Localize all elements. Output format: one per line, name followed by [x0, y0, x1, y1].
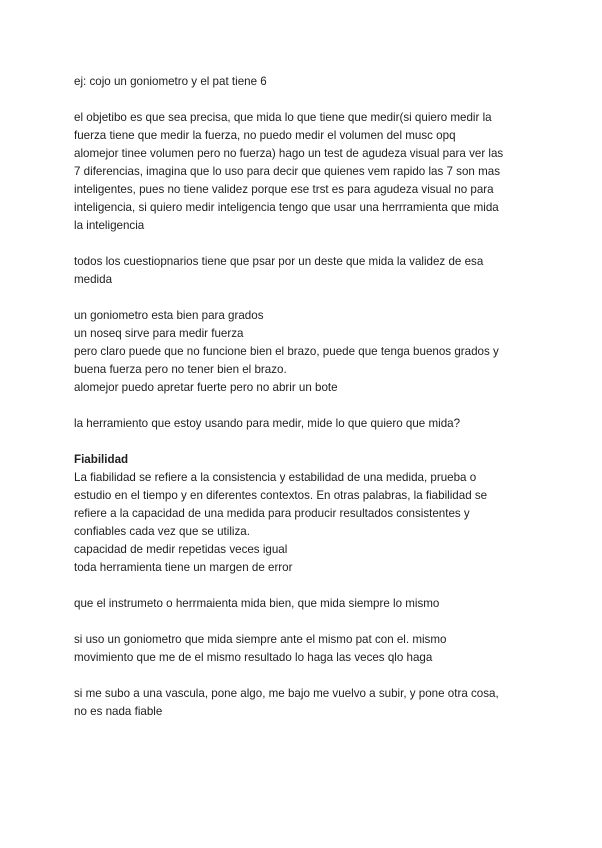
- paragraph-questionnaires: [74, 253, 544, 289]
- text-line: estudio en el tiempo y en diferentes contextos. En otras palabras, la fiabilidad se: [74, 489, 488, 502]
- section-heading: Fiabilidad: [74, 453, 129, 466]
- text-line: buena fuerza pero no tener bien el brazo.: [74, 363, 287, 376]
- paragraph-goniometer-repeat: [74, 631, 544, 667]
- text-line: toda herramienta tiene un margen de error: [74, 561, 293, 574]
- text-line: capacidad de medir repetidas veces igual: [74, 543, 288, 556]
- paragraph-question: [74, 415, 544, 433]
- text-line: inteligencia, si quiero medir inteligencia tengo que usar una herrramienta que mida: [74, 201, 499, 214]
- text-line: inteligentes, pues no tiene validez porque ese trst es para agudeza visual no para: [74, 183, 494, 196]
- text-line: que el instrumeto o herrmaienta mida bien, que mida siempre lo mismo: [74, 597, 440, 610]
- text-line: todos los cuestiopnarios tiene que psar por un deste que mida la validez de esa: [74, 255, 484, 268]
- text-line: el objetibo es que sea precisa, que mida lo que tiene que medir(si quiero medir la: [74, 111, 492, 124]
- text-line: la herramiento que estoy usando para medir, mide lo que quiero que mida?: [74, 417, 461, 430]
- text-line: movimiento que me de el mismo resultado lo haga las veces qlo haga: [74, 651, 433, 664]
- text-line: pero claro puede que no funcione bien el brazo, puede que tenga buenos grados y: [74, 345, 499, 358]
- text-line: si uso un goniometro que mida siempre ante el mismo pat con el. mismo: [74, 633, 447, 646]
- text-line: 7 diferencias, imagina que lo uso para decir que quienes vem rapido las 7 son mas: [74, 165, 500, 178]
- text-line: ej: cojo un goniometro y el pat tiene 6: [74, 75, 267, 88]
- text-line: un noseq sirve para medir fuerza: [74, 327, 244, 340]
- text-line: alomejor tinee volumen pero no fuerza) hago un test de agudeza visual para ver las: [74, 147, 504, 160]
- text-line: si me subo a una vascula, pone algo, me bajo me vuelvo a subir, y pone otra cosa,: [74, 687, 499, 700]
- text-line: confiables cada vez que se utiliza.: [74, 525, 250, 538]
- text-line: no es nada fiable: [74, 705, 163, 718]
- text-line: la inteligencia: [74, 219, 145, 232]
- paragraph-objective: [74, 109, 544, 235]
- text-line: alomejor puedo apretar fuerte pero no abrir un bote: [74, 381, 338, 394]
- text-line: La fiabilidad se refiere a la consistencia y estabilidad de una medida, prueba o: [74, 471, 477, 484]
- section-fiabilidad: [74, 451, 544, 577]
- paragraph-goniometer: [74, 307, 544, 397]
- text-line: medida: [74, 273, 113, 286]
- text-line: fuerza tiene que medir la fuerza, no puedo medir el volumen del musc opq: [74, 129, 456, 142]
- document-page: [74, 73, 544, 739]
- paragraph-example: [74, 73, 544, 91]
- text-line: un goniometro esta bien para grados: [74, 309, 264, 322]
- paragraph-instrument: [74, 595, 544, 613]
- text-line: refiere a la capacidad de una medida para producir resultados consistentes y: [74, 507, 470, 520]
- paragraph-scale: [74, 685, 544, 721]
